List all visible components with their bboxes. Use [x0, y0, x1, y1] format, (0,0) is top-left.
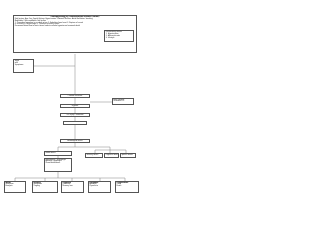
left-line: Symptoms	[14, 64, 24, 66]
top-line: 1. Thrombus formation in cerebral artery 2. Embolism from heart 3. Rupture of vessel	[14, 22, 84, 24]
bottom-line: Death	[116, 186, 122, 188]
bottom-line: Numbness	[33, 184, 42, 186]
top-title: Pathophysiology of Cerebrovascular Accident (Stroke)	[50, 16, 100, 18]
lower-mid-box	[44, 158, 72, 172]
chain-label: Cerebral Ischemia	[67, 95, 83, 97]
lower-mid-line: Visual disturbance	[45, 163, 61, 165]
lower-label: Cognitive deficit	[105, 154, 119, 156]
top-line: Decreased blood flow to brain tissue leads to cellular hypoxia and neuronal death	[14, 26, 81, 28]
lower-box-1	[44, 151, 72, 156]
chain-label	[65, 123, 86, 125]
left-signs-box	[13, 59, 34, 73]
chain-box-4	[63, 121, 87, 125]
chain-label: Hypoxia	[71, 105, 79, 107]
bottom-box-3	[61, 181, 84, 193]
right-mid-line: Increased ICP	[113, 101, 125, 103]
left-line: and	[14, 62, 18, 64]
bottom-line: Confusion	[62, 184, 71, 186]
bottom-title: Language	[89, 182, 99, 184]
bottom-line: Aphasia	[89, 184, 96, 186]
bottom-line: Coma	[116, 184, 122, 186]
precipitating-factors-box	[104, 30, 134, 42]
lower-label: Speech deficit	[121, 154, 133, 156]
lower-mid-line: Aphasia / dysphagia	[45, 161, 62, 163]
bottom-line: Tingling	[33, 186, 40, 188]
lower-label: Motor deficit	[45, 152, 56, 154]
bottom-box-2	[32, 181, 58, 193]
bottom-box-4	[88, 181, 111, 193]
bottom-title: Motor	[5, 182, 11, 184]
right-mid-box	[112, 98, 134, 105]
lower-label: Sensory deficit	[86, 154, 99, 156]
neuro-deficit-box	[60, 139, 90, 143]
lower-box-2	[85, 153, 103, 158]
left-line: Signs	[14, 60, 20, 62]
top-line: Modifiable / Non-modifiable risk factors	[14, 20, 47, 22]
right-mid-line: Brain edema	[113, 99, 124, 101]
bottom-line: Weakness	[5, 184, 14, 186]
bottom-line: Paralysis	[5, 186, 13, 188]
top-line: a. Ischemic b. Hemorrhagic c. Transient ischemic attack	[14, 24, 60, 26]
neuro-deficit-label: Neurological deficit	[67, 140, 83, 142]
lower-box-4	[120, 153, 136, 158]
right-top-line: 2. Atherosclerosis	[105, 35, 120, 37]
right-top-line: 1. Hypertension	[105, 33, 119, 35]
bottom-title: Complication	[116, 182, 129, 184]
bottom-title: Sensory	[33, 182, 41, 184]
lower-mid-line: Hemiparesis / hemiplegia	[45, 159, 66, 161]
right-top-line: Precipitating factors	[105, 31, 122, 33]
bottom-title: Cognitive	[62, 182, 72, 184]
bottom-line: Memory loss	[62, 186, 73, 188]
chain-box-2	[60, 104, 90, 108]
chain-label: Cell injury / Infarction	[66, 114, 84, 116]
chain-box-1	[60, 94, 90, 98]
bottom-box-1	[4, 181, 26, 193]
chain-box-3	[60, 113, 90, 117]
right-top-line: 3. Lifestyle	[105, 37, 115, 39]
bottom-box-5	[115, 181, 139, 193]
lower-box-3	[104, 153, 119, 158]
top-line: Risk factors: Age, Sex, Family History, Hypertension, Diabetes Mellitus, Atrial fibrillation, Smoking	[14, 18, 93, 20]
bottom-line: Dysarthria	[89, 186, 98, 188]
